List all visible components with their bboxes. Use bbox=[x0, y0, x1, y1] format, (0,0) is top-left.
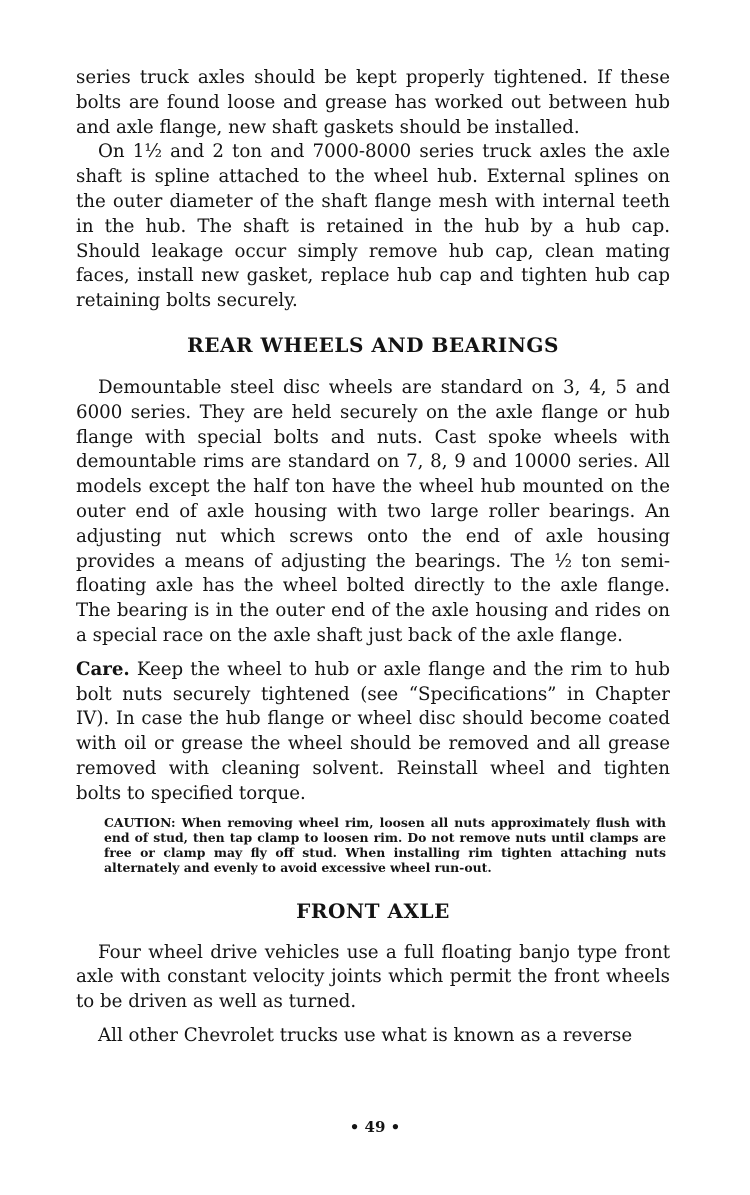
caution-note: CAUTION: When removing wheel rim, loosen all nuts approximately flush with end of stud, then tap clamp to loosen rim. Do not remove nuts until clamps are free or clamp may fly off stud. When installing rim tighten attaching nuts alternately and evenly to avoid excessive wheel run-out. bbox=[104, 814, 666, 875]
care-paragraph bbox=[76, 658, 670, 807]
body-paragraph: All other Chevrolet trucks use what is known as a reverse bbox=[98, 1024, 633, 1046]
body-paragraph: On 1½ and 2 ton and 7000-8000 series truck axles the axle shaft is spline attached to the wheel hub. External splines on the outer diameter of the shaft flange mesh with internal teeth in the hub. The shaft is retained in the hub by a hub cap. Should leakage occur simply remove hub cap, clean mating faces, install new gasket, replace hub cap and tighten hub cap retaining bolts securely. bbox=[76, 141, 670, 312]
page-number: • 49 • bbox=[349, 1118, 401, 1136]
care-label: Care. bbox=[76, 658, 130, 680]
body-paragraph: Four wheel drive vehicles use a full floating banjo type front axle with constant velocity joints which permit the front wheels to be driven as well as turned. bbox=[76, 941, 670, 1013]
care-text: Keep the wheel to hub or axle flange and the rim to hub bolt nuts securely tightened (see “Specifications” in Chapter IV). In case the hub flange or wheel disc should become coated with oil or grease the wheel should be removed and all grease removed with cleaning solvent. Reinstall wheel and tighten bolts to specified torque. bbox=[76, 658, 670, 804]
body-paragraph: Demountable steel disc wheels are standard on 3, 4, 5 and 6000 series. They are held securely on the axle flange or hub flange with special bolts and nuts. Cast spoke wheels with demountable rims are standard on 7, 8, 9 and 10000 series. All models except the half ton have the wheel hub mounted on the outer end of axle housing with two large roller bearings. An adjusting nut which screws onto the end of axle housing provides a means of adjusting the bearings. The ½ ton semi-floating axle has the wheel bolted directly to the axle flange. The bearing is in the outer end of the axle housing and rides on a special race on the axle shaft just back of the axle flange. bbox=[76, 376, 670, 646]
section-heading-front-axle: FRONT AXLE bbox=[296, 898, 450, 923]
section-heading-rear-wheels: REAR WHEELS AND BEARINGS bbox=[187, 332, 559, 357]
body-paragraph: series truck axles should be kept properly tightened. If these bolts are found loose and grease has worked out between hub and axle flange, new shaft gaskets should be installed. bbox=[76, 67, 670, 138]
page-body bbox=[76, 66, 670, 1049]
